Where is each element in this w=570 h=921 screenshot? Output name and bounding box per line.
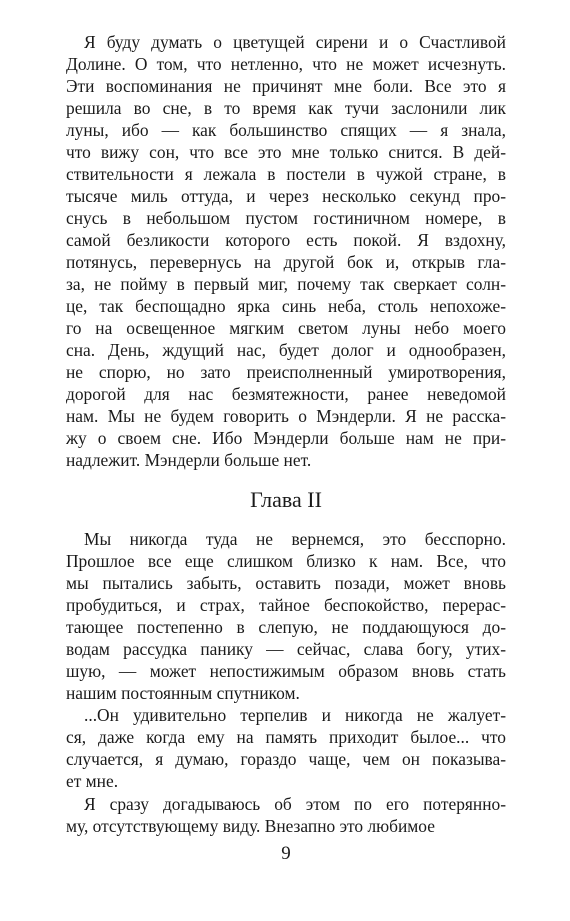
text-line: мы пытались забыть, оставить позади, может вновь [66, 573, 506, 593]
text-line: Мы никогда туда не вернемся, это бесспорно. [84, 529, 506, 549]
text-line: снусь в небольшом пустом гостиничном номере, в [66, 208, 506, 228]
text-line: что вижу сон, что все это мне только снится. В дей- [66, 142, 506, 162]
text-line: водам рассудка панику — сейчас, слава богу, утих- [66, 639, 506, 659]
text-line: не спорю, но зато преисполненный умиротворения, [66, 362, 506, 382]
text-line: случается, я думаю, гораздо чаще, чем он показыва- [66, 749, 506, 769]
text-line: Прошлое все еще слишком близко к нам. Все, что [66, 551, 506, 571]
text-line: це, так беспощадно ярка синь неба, столь непохоже- [66, 296, 506, 316]
text-line: Эти воспоминания не причинят мне боли. Все это я [66, 76, 506, 96]
text-line: го на освещенное мягким светом луны небо моего [66, 318, 506, 338]
text-line: тающее постепенно в слепую, не поддающуюся до- [66, 617, 506, 637]
text-line: му, отсутствующему виду. Внезапно это любимое [66, 816, 435, 836]
text-line: пробудиться, и страх, тайное беспокойство, перерас- [66, 595, 506, 615]
text-line: за, не пойму в первый миг, почему так сверкает солн- [66, 274, 506, 294]
book-page [66, 0, 506, 921]
text-line: Я сразу догадываюсь об этом по его потерянно- [84, 794, 506, 814]
text-line: ...Он удивительно терпелив и никогда не жалует- [84, 705, 506, 725]
chapter-title: Глава II [250, 487, 322, 512]
text-line: ет мне. [66, 771, 119, 791]
text-line: нашим постоянным спутником. [66, 683, 300, 703]
text-line: шую, — может непостижимым образом вновь стать [66, 661, 506, 681]
text-line: дорогой для нас безмятежности, ранее неведомой [66, 384, 506, 404]
text-line: ся, даже когда ему на память приходит былое... что [66, 727, 506, 747]
text-line: сна. День, ждущий нас, будет долог и однообразен, [66, 340, 506, 360]
text-line: самой безликости которого есть покой. Я вздохну, [66, 230, 506, 250]
text-line: тысяче миль оттуда, и через несколько секунд про- [66, 186, 506, 206]
text-line: жу о своем сне. Ибо Мэндерли больше нам не при- [66, 428, 506, 448]
text-line: луны, ибо — как большинство спящих — я знала, [66, 120, 506, 140]
page-number: 9 [281, 843, 291, 864]
text-line: нам. Мы не будем говорить о Мэндерли. Я не расска- [66, 406, 506, 426]
text-line: решила во сне, в то время как тучи заслонили лик [66, 98, 506, 118]
text-line: Долине. О том, что нетленно, что не может исчезнуть. [66, 54, 506, 74]
text-line: потянусь, перевернусь на другой бок и, открыв гла- [66, 252, 506, 272]
text-line: надлежит. Мэндерли больше нет. [66, 450, 312, 470]
text-line: Я буду думать о цветущей сирени и о Счастливой [84, 32, 506, 52]
text-line: ствительности я лежала в постели в чужой стране, в [66, 164, 506, 184]
